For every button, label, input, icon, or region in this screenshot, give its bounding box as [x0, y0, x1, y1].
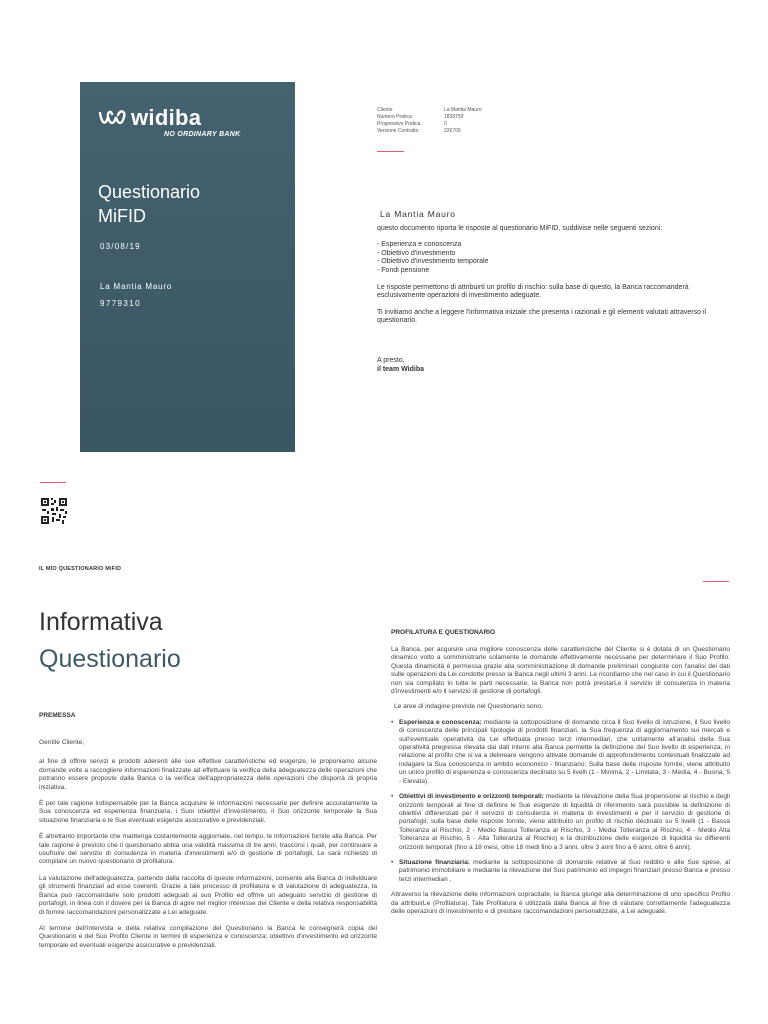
divider [40, 482, 66, 483]
premessa-heading: PREMESSA [39, 712, 76, 719]
meta-row: Versione Contratto 226709 [377, 128, 461, 134]
profilatura-body [391, 646, 730, 923]
widiba-logo-icon [98, 107, 130, 129]
paragraph: La valutazione dell'adeguatezza, partendo dalla raccolta di queste informazioni, consente alla Banca di individuare gli strumenti finanziari ad esse coerenti. Grazie a tale processo di profilatura e di valutazione di adeguatezza, la Banca può raccomandarle solo prodotti adeguati al suo Profilo ed offrire un adeguato servizio di gestione di portafogli, in linea con il dovere per la Banca di agire nel miglior interesse del Cliente e della relativa responsabilità di fornire raccomandazioni personalizzate a Lei adeguate. [39, 874, 377, 916]
letter-greeting: La Mantia Mauro [380, 209, 456, 219]
paragraph: Gentile Cliente, [39, 739, 85, 746]
list-item: - Obiettivo d'investimento temporale [377, 258, 737, 267]
cover-panel [80, 82, 295, 452]
letter-paragraph: Ti invitiamo anche a leggere l'informativa iniziale che presenta i razionali e gli elementi valutati attraverso il questionario. [377, 308, 707, 325]
letter-signature: il team Widiba [377, 365, 425, 373]
cover-client-name: La Mantia Mauro [100, 282, 173, 291]
widiba-logo [98, 104, 248, 144]
letter-closing: A presto, [377, 356, 405, 364]
list-item: - Esperienza e conoscenza [377, 241, 737, 250]
section-label: IL MIO QUESTIONARIO MiFID [39, 566, 122, 572]
paragraph: La Banca, per acquisire una migliore conoscenza delle caratteristiche del Cliente si è dotata di un Questionario dinamico volto a somministrarle solamente le domande effettivamente necessarie per determinare il Suo Profilo. Questa dinamicità è permessa grazie alla somministrazione di domande preliminari congiunte con l'analisi dei dati sulle operazioni da Lei condotte presso la Banca negli ultimi 3 anni. Le ricordiamo che nel caso in cui il Questionario non sia compilato in tutte le parti necessarie, la Banca non potrà prestarLe il servizio di consulenza in materia d'investimenti e/o il servizio di gestione di portafogli. [391, 646, 730, 696]
brand-name: widiba [131, 105, 202, 130]
section-list [377, 241, 737, 275]
paragraph: Attraverso la rilevazione delle informazioni sopracitate, la Banca giunge alla determinazione di uno specifico Profilo da attribuirLe (Profilatura). Tale Profilatura è utilizzata dalla Banca al fine di valutare correttamente l'adeguatezza delle operazioni di investimento e di prestare raccomandazioni personalizzate, a Lei adeguate. [391, 891, 730, 915]
cover-client-code: 9779310 [100, 299, 141, 308]
meta-row: Cliente La Mantia Mauro [377, 107, 482, 113]
cover-title: Questionario MiFID [98, 182, 201, 226]
paragraph: È per tale ragione indispensabile per la Banca acquisire le informazioni necessarie per definire accuratamente la Sua conoscenza ed esperienza finanziaria, i Suoi obiettivi d'investimento, il Suo orizzonte temporale la Sua situazione finanziaria e le Sue eventuali esigenze assicurative e previdenziali. [39, 800, 377, 824]
area-list [391, 719, 730, 884]
paragraph: al fine di offrire servizi e prodotti aderenti alle sue effettive caratteristiche ed esigenze, le proponiamo alcune domande volte a raccogliere informazioni finalizzate ad effettuare la verifica della adeguatezza delle operazioni che potranno essere proposte dalla Banca o la verifica dell'appropriatezza delle operazioni che disporrà di propria iniziativa. [39, 758, 377, 791]
page-title: Informativa Questionario [39, 608, 181, 673]
premessa-body [39, 739, 377, 958]
divider [377, 151, 404, 152]
cover-date: 03/08/19 [100, 242, 141, 251]
profilatura-heading: PROFILATURA E QUESTIONARIO [391, 629, 495, 636]
cover-letter [377, 210, 737, 374]
list-item: • Esperienza e conoscenza: mediante la sottoposizione di domande circa il Suo livello di istruzione, il Suo livello di conoscenza delle principali tipologie di prodotti finanziari, la Sua frequenza di aggiornamento sui mercati e sull'eventuale operatività da Lei effettuata presso terzi intermediari, che unitamente all'analisi della Sua operatività pregressa rilevata dai dati interni alla Banca permette la definizione del Suo livello di esperienza; in relazione al profilo che si va a delineare vengono attivate domande di approfondimento contestuali finalizzate ad indagare la Sua conoscenza in ambito economico - finanziario; Sulla base delle risposte fornite, viene attribuito un unico profilo di esperienza e conoscenza declinato su 5 livelli (1 - Minima, 2 - Limitata, 3 - Media, 4 - Buona, 5 - Elevata). [391, 719, 730, 786]
list-item: - Fondi pensione [377, 267, 737, 276]
list-item: - Obiettivo d'investimento [377, 250, 737, 259]
qr-code-icon [40, 497, 68, 525]
contract-meta [377, 107, 482, 135]
paragraph: Le aree di indagine previste nel Questionario sono: [394, 703, 543, 711]
list-item: • Obiettivi di investimento e orizzonti temporali: mediante la rilevazione della Sua propensione al rischio e degli orizzonti temporali al fine di definire le Sue esigenze di liquidità di riferimento sarà possibile la definizione di obiettivi differenziati per il servizio di consulenza in materia di investimenti e per il servizio di gestione di portafogli; sulla base delle risposte fornite, viene attribuito un profilo di rischio declinato su 5 livelli (1 - Bassa Tolleranza al Rischio, 2 - Medio Bassa Tolleranza al Rischio, 3 - Media Tolleranza al Rischio, 4 - Medio Alta Tolleranza al Rischio, 5 - Alta Tolleranza al Rischio) e la distribuzione delle esigenze di liquidità su differenti orizzonti temporali (fino a 18 mesi, oltre 18 medi fino a 3 anni, oltre 3 anni fino a 6 anni, oltre 6 anni). [391, 793, 730, 852]
letter-paragraph: Le risposte permettono di attribuirti un profilo di rischio: sulla base di questo, la Banca raccomanderà esclusivamente operazioni di investimento adeguate. [377, 283, 689, 300]
paragraph: È altrettanto importante che mantenga costantemente aggiornate, nel tempo, le informazioni fornite alla Banca. Per tale ragione è previsto che il questionario abbia una validità massima di tre anni, trascorsi i quali, per continuare a usufruire del servizio di consulenza in materia d'investimenti e/o di gestione di portafogli, Le sarà richiesto di compilare un nuovo questionario di profilatura. [39, 833, 377, 866]
letter-intro: questo documento riporta le risposte al questionario MiFID, suddivise nelle seguenti sezioni: [377, 224, 663, 232]
meta-row: Progressivo Pratica 0 [377, 121, 447, 127]
divider [703, 581, 729, 582]
list-item: • Situazione finanziaria: mediante la sottoposizione di domande relative al Suo reddito e alle Sue spese, al patrimonio immobiliare e mediante la rilevazione del Suo patrimonio ed impegni finanziari presso Banca e presso terzi intermediari . [391, 859, 730, 884]
brand-tagline: NO ORDINARY BANK [164, 131, 241, 138]
paragraph: Al termine dell'intervista e della relativa compilazione del Questionario la Banca le consegnerà copia del Questionario e del Suo Profilo Cliente in termini di esperienza e conoscenza; obiettivo d'investimento ed orizzonte temporale ed eventuali esigenze assicurative e previdenziali. [39, 924, 377, 949]
meta-row: Numero Pratica 1838759 [377, 114, 464, 120]
